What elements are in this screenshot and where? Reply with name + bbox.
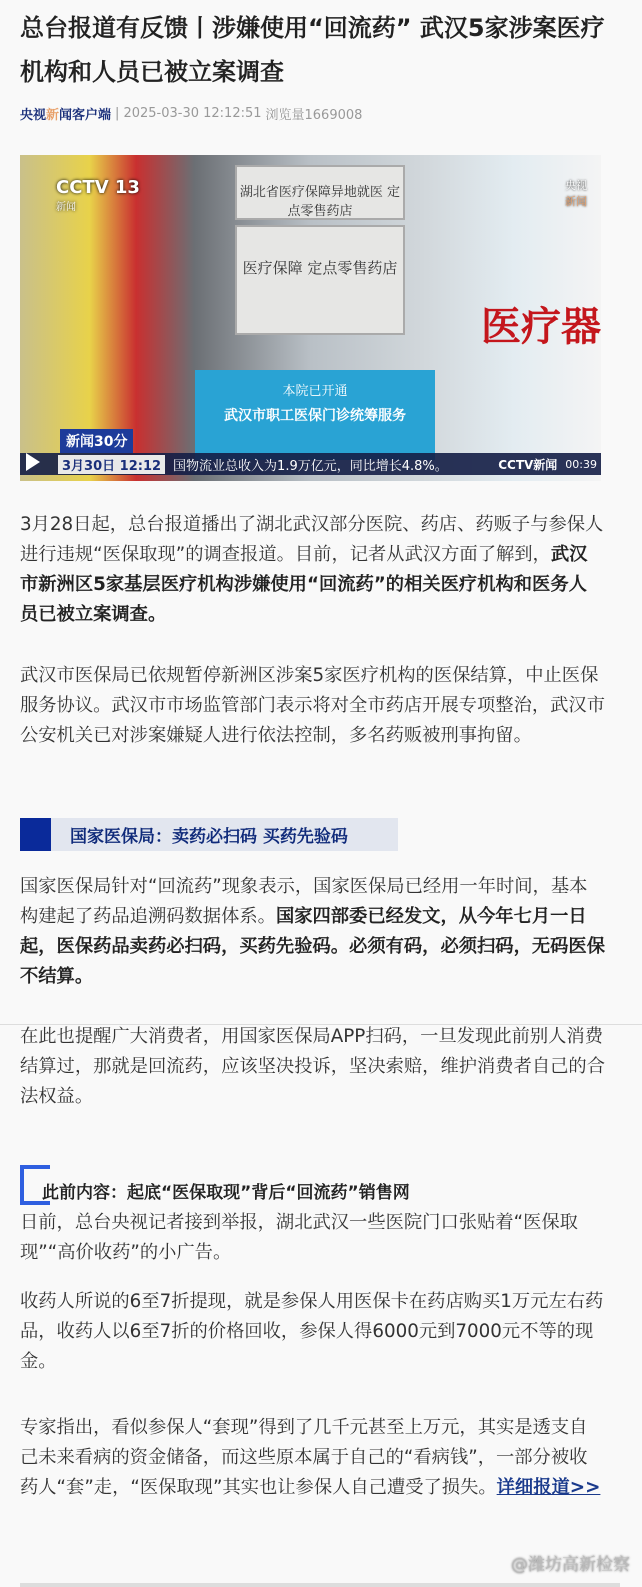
paragraph-2: 武汉市医保局已依规暂停新洲区涉案5家医疗机构的医保结算，中止医保服务协议。武汉市市场监管部门表示将对全市药店开展专项整治，武汉市公安机关已对涉案嫌疑人进行依法控制，多名药贩被刑事拘留。 xyxy=(20,665,605,746)
heading-square-icon xyxy=(20,818,51,851)
source-part: 央视 xyxy=(20,108,47,123)
detail-report-link[interactable]: 详细报道>> xyxy=(496,1477,601,1498)
weibo-watermark: @潍坊高新检察 xyxy=(511,1555,630,1575)
article-title: 总台报道有反馈丨涉嫌使用“回流药” 武汉5家涉案医疗机构和人员已被立案调查 xyxy=(20,14,605,86)
red-sign: 医疗器 xyxy=(481,304,601,350)
paragraph-bold: 武汉市新洲区5家基层医疗机构涉嫌使用“回流药”的相关医疗机构和医务人员已被立案调查。 xyxy=(20,544,588,625)
play-icon[interactable] xyxy=(26,453,40,471)
article-meta xyxy=(20,104,362,123)
service-banner xyxy=(195,370,435,460)
plaque-1: 湖北省医疗保障异地就医 定点零售药店 xyxy=(235,165,405,220)
section-heading-2: 此前内容：起底“医保取现”背后“回流药”销售网 xyxy=(42,1183,410,1203)
video-player[interactable] xyxy=(20,155,601,481)
bottom-divider xyxy=(20,1583,620,1587)
logo-text: 央视 xyxy=(565,179,587,192)
paragraph-text: 国家医保局针对“回流药”现象表示，国家医保局已经用一年时间，基本构建起了药品追溯码数据体系。 xyxy=(20,876,588,927)
plaque-2: 医疗保障 定点零售药店 xyxy=(235,225,405,335)
paragraph-text: 3月28日起，总台报道播出了湖北武汉部分医院、药店、药贩子与参保人进行违规“医保取现”的调查报道。目前，记者从武汉方面了解到， xyxy=(20,514,604,565)
banner-small: 本院已开通 xyxy=(282,384,348,399)
ticker-text: 国物流业总收入为1.9万亿元，同比增长4.8%。 xyxy=(173,458,448,474)
heading-text: 国家医保局：卖药必扫码 买药先验码 xyxy=(70,827,348,847)
ticker-date: 3月30日 12:12 xyxy=(58,455,165,474)
paragraph-6: 收药人所说的6至7折提现，就是参保人用医保卡在药店购买1万元左右药品，收药人以6至7折的价格回收，参保人得6000元到7000元不等的现金。 xyxy=(20,1291,604,1372)
source-part: 闻客户端 xyxy=(59,108,112,123)
yangshi-news-logo xyxy=(565,177,587,209)
meta-separator: | xyxy=(115,106,120,121)
banner-text: 武汉市职工医保门诊统筹服务 xyxy=(224,408,406,424)
program-name: 新闻30分 xyxy=(60,429,133,453)
publish-datetime: 2025-03-30 12:12:51 xyxy=(123,106,262,121)
section-heading-1 xyxy=(20,818,398,851)
paragraph-3 xyxy=(20,872,605,992)
paragraph-1 xyxy=(20,510,605,630)
paragraph-4: 在此也提醒广大消费者，用国家医保局APP扫码，一旦发现此前别人消费结算过，那就是回流药，应该坚决投诉，坚决索赔，维护消费者自己的合法权益。 xyxy=(20,1026,605,1107)
paragraph-bold: 国家四部委已经发文，从今年七月一日起，医保药品卖药必扫码，买药先验码。必须有码，必须扫码，无码医保不结算。 xyxy=(20,906,605,987)
paragraph-5: 日前，总台央视记者接到举报，湖北武汉一些医院门口张贴着“医保取现”“高价收药”的小广告。 xyxy=(20,1212,578,1263)
paragraph-text: 专家指出，看似参保人“套现”得到了几千元甚至上万元，其实是透支自己未来看病的资金储备，而这些原本属于自己的“看病钱”，一部分被收药人“套”走，“医保取现”其实也让参保人自己遭受了损失。 xyxy=(20,1417,588,1498)
channel-name: CCTV 13 xyxy=(56,177,140,198)
cctv13-logo xyxy=(56,177,140,213)
logo-text: 新闻 xyxy=(565,195,587,208)
news-ticker xyxy=(20,453,601,475)
channel-sub: 新闻 xyxy=(56,202,76,213)
video-time: 00:39 xyxy=(565,457,597,471)
source-part: 新 xyxy=(46,108,60,123)
source-name[interactable] xyxy=(20,104,111,123)
cctv-news-logo: CCTV新闻 xyxy=(498,457,558,472)
paragraph-7 xyxy=(20,1413,605,1503)
view-count: 浏览量1669008 xyxy=(265,108,363,123)
